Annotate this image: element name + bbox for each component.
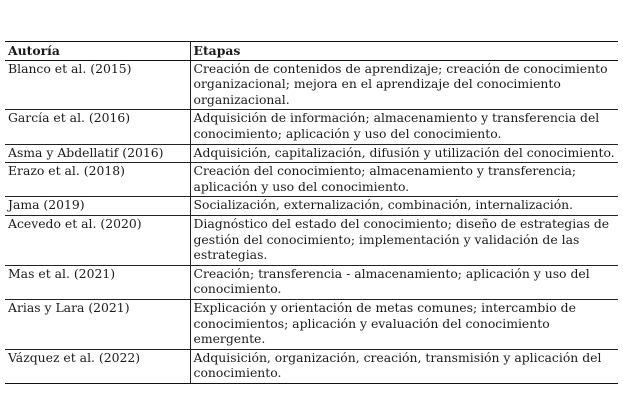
stages-cell: Adquisición, organización, creación, transmisión y aplicación del conocimiento. bbox=[190, 349, 618, 383]
author-cell: Asma y Abdellatif (2016) bbox=[5, 144, 190, 163]
author-cell: Arias y Lara (2021) bbox=[5, 299, 190, 349]
table-body bbox=[5, 60, 618, 383]
header-row bbox=[5, 42, 618, 61]
table-row bbox=[5, 163, 618, 197]
authorship-stages-table bbox=[5, 41, 618, 384]
table-row bbox=[5, 110, 618, 144]
stages-cell: Adquisición de información; almacenamiento y transferencia del conocimiento; aplicación y uso del conocimiento. bbox=[190, 110, 618, 144]
table-row bbox=[5, 265, 618, 299]
column-header-author: Autoría bbox=[5, 42, 190, 61]
stages-cell: Creación de contenidos de aprendizaje; creación de conocimiento organizacional; mejora en el aprendizaje del conocimiento organizacional. bbox=[190, 60, 618, 110]
authorship-stages-table-container bbox=[5, 41, 618, 384]
author-cell: Acevedo et al. (2020) bbox=[5, 215, 190, 265]
stages-cell: Creación; transferencia - almacenamiento; aplicación y uso del conocimiento. bbox=[190, 265, 618, 299]
column-header-stages: Etapas bbox=[190, 42, 618, 61]
author-cell: Erazo et al. (2018) bbox=[5, 163, 190, 197]
stages-cell: Explicación y orientación de metas comunes; intercambio de conocimientos; aplicación y evaluación del conocimiento emergente. bbox=[190, 299, 618, 349]
stages-cell: Diagnóstico del estado del conocimiento; diseño de estrategias de gestión del conocimiento; implementación y validación de las estrategias. bbox=[190, 215, 618, 265]
table-row bbox=[5, 144, 618, 163]
stages-cell: Creación del conocimiento; almacenamiento y transferencia; aplicación y uso del conocimiento. bbox=[190, 163, 618, 197]
author-cell: Mas et al. (2021) bbox=[5, 265, 190, 299]
author-cell: García et al. (2016) bbox=[5, 110, 190, 144]
stages-cell: Adquisición, capitalización, difusión y utilización del conocimiento. bbox=[190, 144, 618, 163]
table-row bbox=[5, 215, 618, 265]
table-row bbox=[5, 60, 618, 110]
table-row bbox=[5, 299, 618, 349]
table-row bbox=[5, 349, 618, 383]
table-header bbox=[5, 42, 618, 61]
author-cell: Jama (2019) bbox=[5, 197, 190, 216]
author-cell: Vázquez et al. (2022) bbox=[5, 349, 190, 383]
table-row bbox=[5, 197, 618, 216]
author-cell: Blanco et al. (2015) bbox=[5, 60, 190, 110]
stages-cell: Socialización, externalización, combinación, internalización. bbox=[190, 197, 618, 216]
